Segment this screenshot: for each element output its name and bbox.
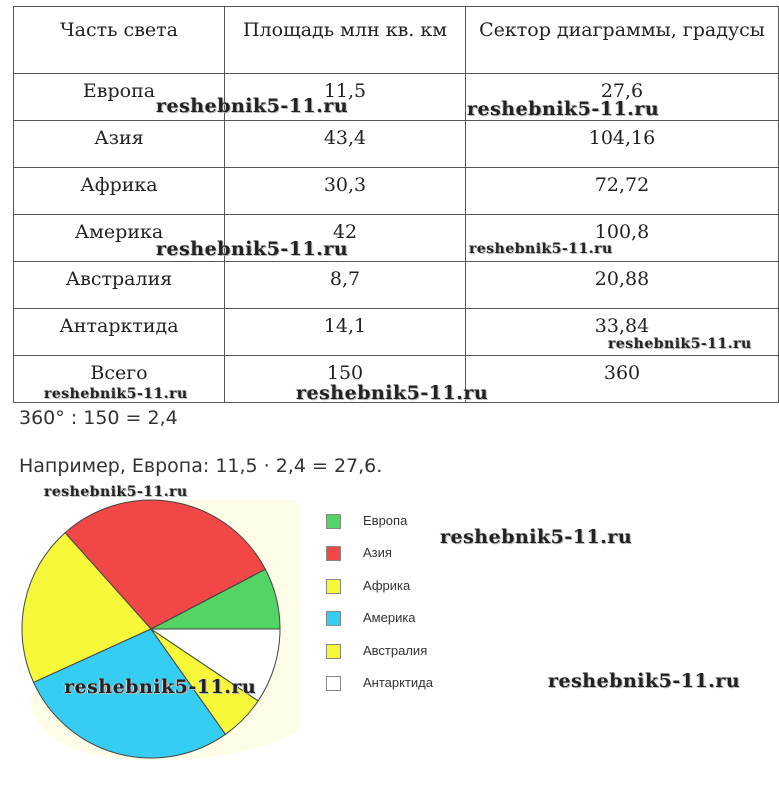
- legend-label: Африка: [363, 578, 411, 593]
- table-cell: 14,1: [225, 309, 466, 356]
- table-cell: Африка: [14, 168, 225, 215]
- watermark: reshebnik5-11.ru: [156, 95, 349, 117]
- legend-swatch: [326, 514, 341, 529]
- table-cell: Австралия: [14, 262, 225, 309]
- legend-swatch: [326, 676, 341, 691]
- table-cell: Всего: [14, 356, 225, 403]
- table-cell: 33,84: [466, 309, 779, 356]
- table-cell: Антарктида: [14, 309, 225, 356]
- watermark: reshebnik5-11.ru: [44, 386, 188, 402]
- table-cell: 43,4: [225, 121, 466, 168]
- watermark: reshebnik5-11.ru: [608, 336, 752, 352]
- watermark: reshebnik5-11.ru: [469, 241, 613, 257]
- legend-swatch: [326, 579, 341, 594]
- watermark: reshebnik5-11.ru: [64, 676, 257, 698]
- legend-swatch: [326, 644, 341, 659]
- table-cell: 360: [466, 356, 779, 403]
- header-cell: Площадь млн кв. км: [225, 7, 466, 74]
- table-row: [14, 215, 779, 262]
- watermark: reshebnik5-11.ru: [440, 526, 633, 548]
- pie-slices: [22, 500, 280, 758]
- table-cell: 150: [225, 356, 466, 403]
- watermark: reshebnik5-11.ru: [296, 382, 489, 404]
- pie-chart: [0, 470, 320, 770]
- table-cell: 42: [225, 215, 466, 262]
- legend-label: Европа: [363, 513, 408, 528]
- legend-label: Азия: [363, 545, 392, 560]
- header-cell: Сектор диаграммы, градусы: [466, 7, 779, 74]
- table-cell: 27,6: [466, 74, 779, 121]
- table-cell: Европа: [14, 74, 225, 121]
- example-text: Например, Европа: 11,5 · 2,4 = 27,6.: [19, 455, 383, 477]
- legend-swatch: [326, 546, 341, 561]
- legend-label: Австралия: [363, 643, 428, 658]
- table-row: [14, 168, 779, 215]
- table-cell: 72,72: [466, 168, 779, 215]
- table-cell: 11,5: [225, 74, 466, 121]
- legend-label: Америка: [363, 610, 416, 625]
- table-row: [14, 121, 779, 168]
- formula-text: 360° : 150 = 2,4: [19, 407, 178, 429]
- table-header-row: [14, 7, 779, 74]
- watermark: reshebnik5-11.ru: [156, 238, 349, 260]
- table-row: [14, 74, 779, 121]
- table-cell: Америка: [14, 215, 225, 262]
- table-cell: 30,3: [225, 168, 466, 215]
- legend-label: Антарктида: [363, 675, 433, 690]
- table-cell: 100,8: [466, 215, 779, 262]
- table-cell: 20,88: [466, 262, 779, 309]
- watermark: reshebnik5-11.ru: [467, 98, 660, 120]
- table-row: [14, 262, 779, 309]
- watermark: reshebnik5-11.ru: [548, 670, 741, 692]
- table-cell: 8,7: [225, 262, 466, 309]
- table-cell: 104,16: [466, 121, 779, 168]
- watermark: reshebnik5-11.ru: [44, 484, 188, 500]
- header-cell: Часть света: [14, 7, 225, 74]
- legend-swatch: [326, 611, 341, 626]
- table-cell: Азия: [14, 121, 225, 168]
